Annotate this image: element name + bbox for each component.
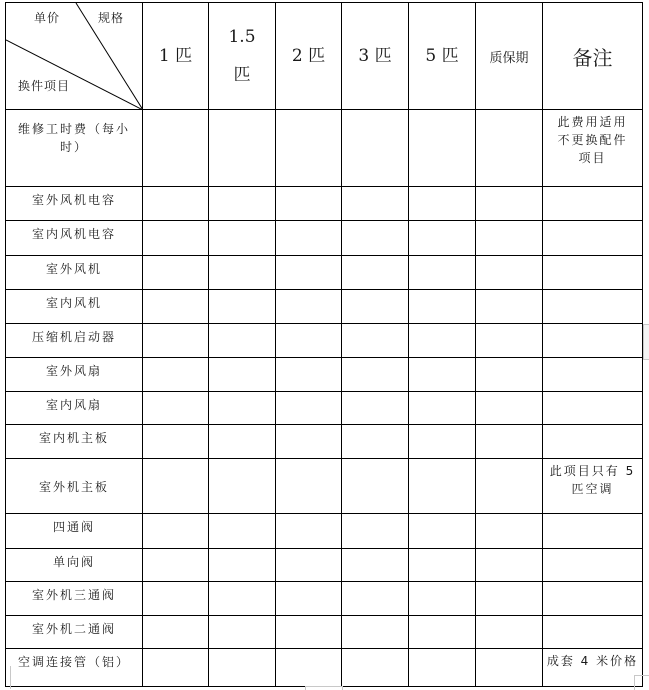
price-cell[interactable] [276, 459, 342, 514]
price-cell[interactable] [209, 459, 276, 514]
price-cell[interactable] [209, 549, 276, 582]
header-row [6, 3, 643, 110]
warranty-cell[interactable] [476, 324, 543, 358]
col-header-2hp: 2 匹 [276, 3, 342, 110]
remark-cell[interactable] [543, 324, 643, 358]
remark-line2: 不更换配件 [557, 133, 628, 147]
price-cell[interactable] [143, 425, 209, 459]
warranty-cell[interactable] [476, 582, 543, 616]
price-cell[interactable] [342, 256, 409, 290]
remark-cell[interactable] [543, 392, 643, 425]
item-cell: 室内机主板 [6, 425, 143, 459]
table-row [6, 187, 643, 221]
price-cell[interactable] [409, 187, 476, 221]
remark-line3: 项目 [578, 151, 607, 165]
price-cell[interactable] [276, 358, 342, 392]
col-header-3hp: 3 匹 [342, 3, 409, 110]
warranty-cell[interactable] [476, 425, 543, 459]
page-margin-mark-bottom [305, 686, 343, 690]
price-cell[interactable] [209, 290, 276, 324]
price-cell[interactable] [409, 392, 476, 425]
remark-cell[interactable] [543, 582, 643, 616]
price-cell[interactable] [276, 221, 342, 256]
price-cell[interactable] [276, 110, 342, 187]
col-header-warranty: 质保期 [476, 3, 543, 110]
price-cell[interactable] [409, 110, 476, 187]
price-cell[interactable] [342, 425, 409, 459]
remark-line2: 匹空调 [571, 482, 614, 496]
spec-label: 规格 [98, 11, 125, 25]
price-cell[interactable] [342, 187, 409, 221]
item-cell: 室内风机电容 [6, 221, 143, 256]
warranty-cell[interactable] [476, 514, 543, 549]
remark-cell[interactable] [543, 358, 643, 392]
remark-cell [543, 459, 643, 514]
price-cell[interactable] [209, 110, 276, 187]
price-cell[interactable] [143, 221, 209, 256]
price-cell[interactable] [409, 425, 476, 459]
price-cell[interactable] [409, 256, 476, 290]
warranty-cell[interactable] [476, 187, 543, 221]
price-cell[interactable] [209, 221, 276, 256]
price-cell[interactable] [276, 187, 342, 221]
item-cell: 室外机三通阀 [6, 582, 143, 616]
col-header-1-5hp-num: 1.5 [228, 27, 256, 47]
price-cell[interactable] [276, 324, 342, 358]
price-cell[interactable] [143, 582, 209, 616]
warranty-cell[interactable] [476, 110, 543, 187]
price-cell[interactable] [143, 649, 209, 687]
price-cell[interactable] [342, 514, 409, 549]
price-cell[interactable] [409, 324, 476, 358]
table-row [6, 459, 643, 514]
table-row [6, 324, 643, 358]
price-cell[interactable] [342, 459, 409, 514]
item-text-line1: 维修工时费（每小 [17, 122, 130, 136]
remark-cell[interactable] [543, 187, 643, 221]
table-row [6, 392, 643, 425]
col-header-1hp: 1 匹 [143, 3, 209, 110]
item-cell: 单向阀 [6, 549, 143, 582]
warranty-cell[interactable] [476, 549, 543, 582]
price-cell[interactable] [276, 649, 342, 687]
price-cell[interactable] [276, 425, 342, 459]
warranty-cell[interactable] [476, 290, 543, 324]
price-cell[interactable] [143, 514, 209, 549]
item-cell: 四通阀 [6, 514, 143, 549]
price-cell[interactable] [342, 649, 409, 687]
table-row [6, 110, 643, 187]
price-cell[interactable] [276, 582, 342, 616]
price-cell[interactable] [209, 582, 276, 616]
remark-cell[interactable] [543, 221, 643, 256]
col-header-1-5hp [209, 3, 276, 110]
remark-cell: 成套 4 米价格 [543, 649, 643, 687]
table-row [6, 616, 643, 649]
price-cell[interactable] [342, 358, 409, 392]
price-table [5, 2, 643, 687]
price-cell[interactable] [143, 358, 209, 392]
page-margin-mark-corner [634, 675, 649, 690]
price-cell[interactable] [209, 324, 276, 358]
price-cell[interactable] [409, 514, 476, 549]
item-cell: 室内风扇 [6, 392, 143, 425]
price-cell[interactable] [276, 514, 342, 549]
remark-cell[interactable] [543, 256, 643, 290]
price-cell[interactable] [409, 549, 476, 582]
remark-cell[interactable] [543, 290, 643, 324]
warranty-cell[interactable] [476, 256, 543, 290]
price-cell[interactable] [209, 256, 276, 290]
price-cell[interactable] [143, 256, 209, 290]
col-header-5hp: 5 匹 [409, 3, 476, 110]
price-cell[interactable] [143, 324, 209, 358]
price-cell[interactable] [209, 425, 276, 459]
replacement-item-label: 换件项目 [18, 79, 71, 93]
remark-cell[interactable] [543, 425, 643, 459]
price-cell[interactable] [143, 549, 209, 582]
remark-line1: 此费用适用 [557, 115, 628, 129]
table-row [6, 256, 643, 290]
price-cell[interactable] [209, 187, 276, 221]
price-cell[interactable] [209, 358, 276, 392]
page-margin-mark-right [643, 324, 649, 360]
price-cell[interactable] [143, 459, 209, 514]
price-cell[interactable] [209, 616, 276, 649]
price-cell[interactable] [276, 290, 342, 324]
price-cell[interactable] [342, 221, 409, 256]
table-row [6, 649, 643, 687]
remark-cell[interactable] [543, 549, 643, 582]
price-cell[interactable] [342, 582, 409, 616]
table-row [6, 358, 643, 392]
item-cell: 室外机二通阀 [6, 616, 143, 649]
item-cell: 室内风机 [6, 290, 143, 324]
item-cell: 室外风机 [6, 256, 143, 290]
table-row [6, 290, 643, 324]
item-text-line2: 时） [59, 140, 88, 154]
remark-line1: 此项目只有 5 [549, 464, 636, 478]
price-cell[interactable] [143, 187, 209, 221]
price-cell[interactable] [209, 649, 276, 687]
price-cell[interactable] [143, 392, 209, 425]
table-row [6, 549, 643, 582]
page-margin-mark-left [0, 666, 11, 689]
price-cell[interactable] [342, 616, 409, 649]
remark-cell[interactable] [543, 616, 643, 649]
price-cell[interactable] [276, 256, 342, 290]
table-row [6, 425, 643, 459]
remark-cell [543, 110, 643, 187]
price-cell[interactable] [409, 616, 476, 649]
price-cell[interactable] [342, 110, 409, 187]
price-cell[interactable] [143, 616, 209, 649]
price-cell[interactable] [209, 392, 276, 425]
price-cell[interactable] [409, 290, 476, 324]
price-cell[interactable] [143, 110, 209, 187]
item-cell: 室外风扇 [6, 358, 143, 392]
item-cell: 压缩机启动器 [6, 324, 143, 358]
warranty-cell[interactable] [476, 459, 543, 514]
item-cell: 室外风机电容 [6, 187, 143, 221]
price-cell[interactable] [276, 549, 342, 582]
price-cell[interactable] [276, 616, 342, 649]
price-cell[interactable] [342, 392, 409, 425]
price-cell[interactable] [409, 582, 476, 616]
price-cell[interactable] [342, 290, 409, 324]
table-row [6, 582, 643, 616]
price-cell[interactable] [209, 514, 276, 549]
remark-cell[interactable] [543, 514, 643, 549]
table-row [6, 514, 643, 549]
unit-price-label: 单价 [34, 11, 61, 25]
warranty-cell[interactable] [476, 392, 543, 425]
table-row [6, 221, 643, 256]
price-cell[interactable] [409, 221, 476, 256]
price-cell[interactable] [409, 459, 476, 514]
price-cell[interactable] [143, 290, 209, 324]
col-header-remarks: 备注 [543, 3, 643, 110]
price-cell[interactable] [409, 358, 476, 392]
warranty-cell[interactable] [476, 649, 543, 687]
item-cell [6, 110, 143, 187]
item-cell: 室外机主板 [6, 459, 143, 514]
price-cell[interactable] [342, 549, 409, 582]
warranty-cell[interactable] [476, 358, 543, 392]
price-cell[interactable] [409, 649, 476, 687]
warranty-cell[interactable] [476, 221, 543, 256]
col-header-1-5hp-unit: 匹 [233, 65, 251, 85]
item-cell: 空调连接管（铝） [6, 649, 143, 687]
price-cell[interactable] [342, 324, 409, 358]
price-cell[interactable] [276, 392, 342, 425]
corner-header-cell [6, 3, 143, 110]
warranty-cell[interactable] [476, 616, 543, 649]
